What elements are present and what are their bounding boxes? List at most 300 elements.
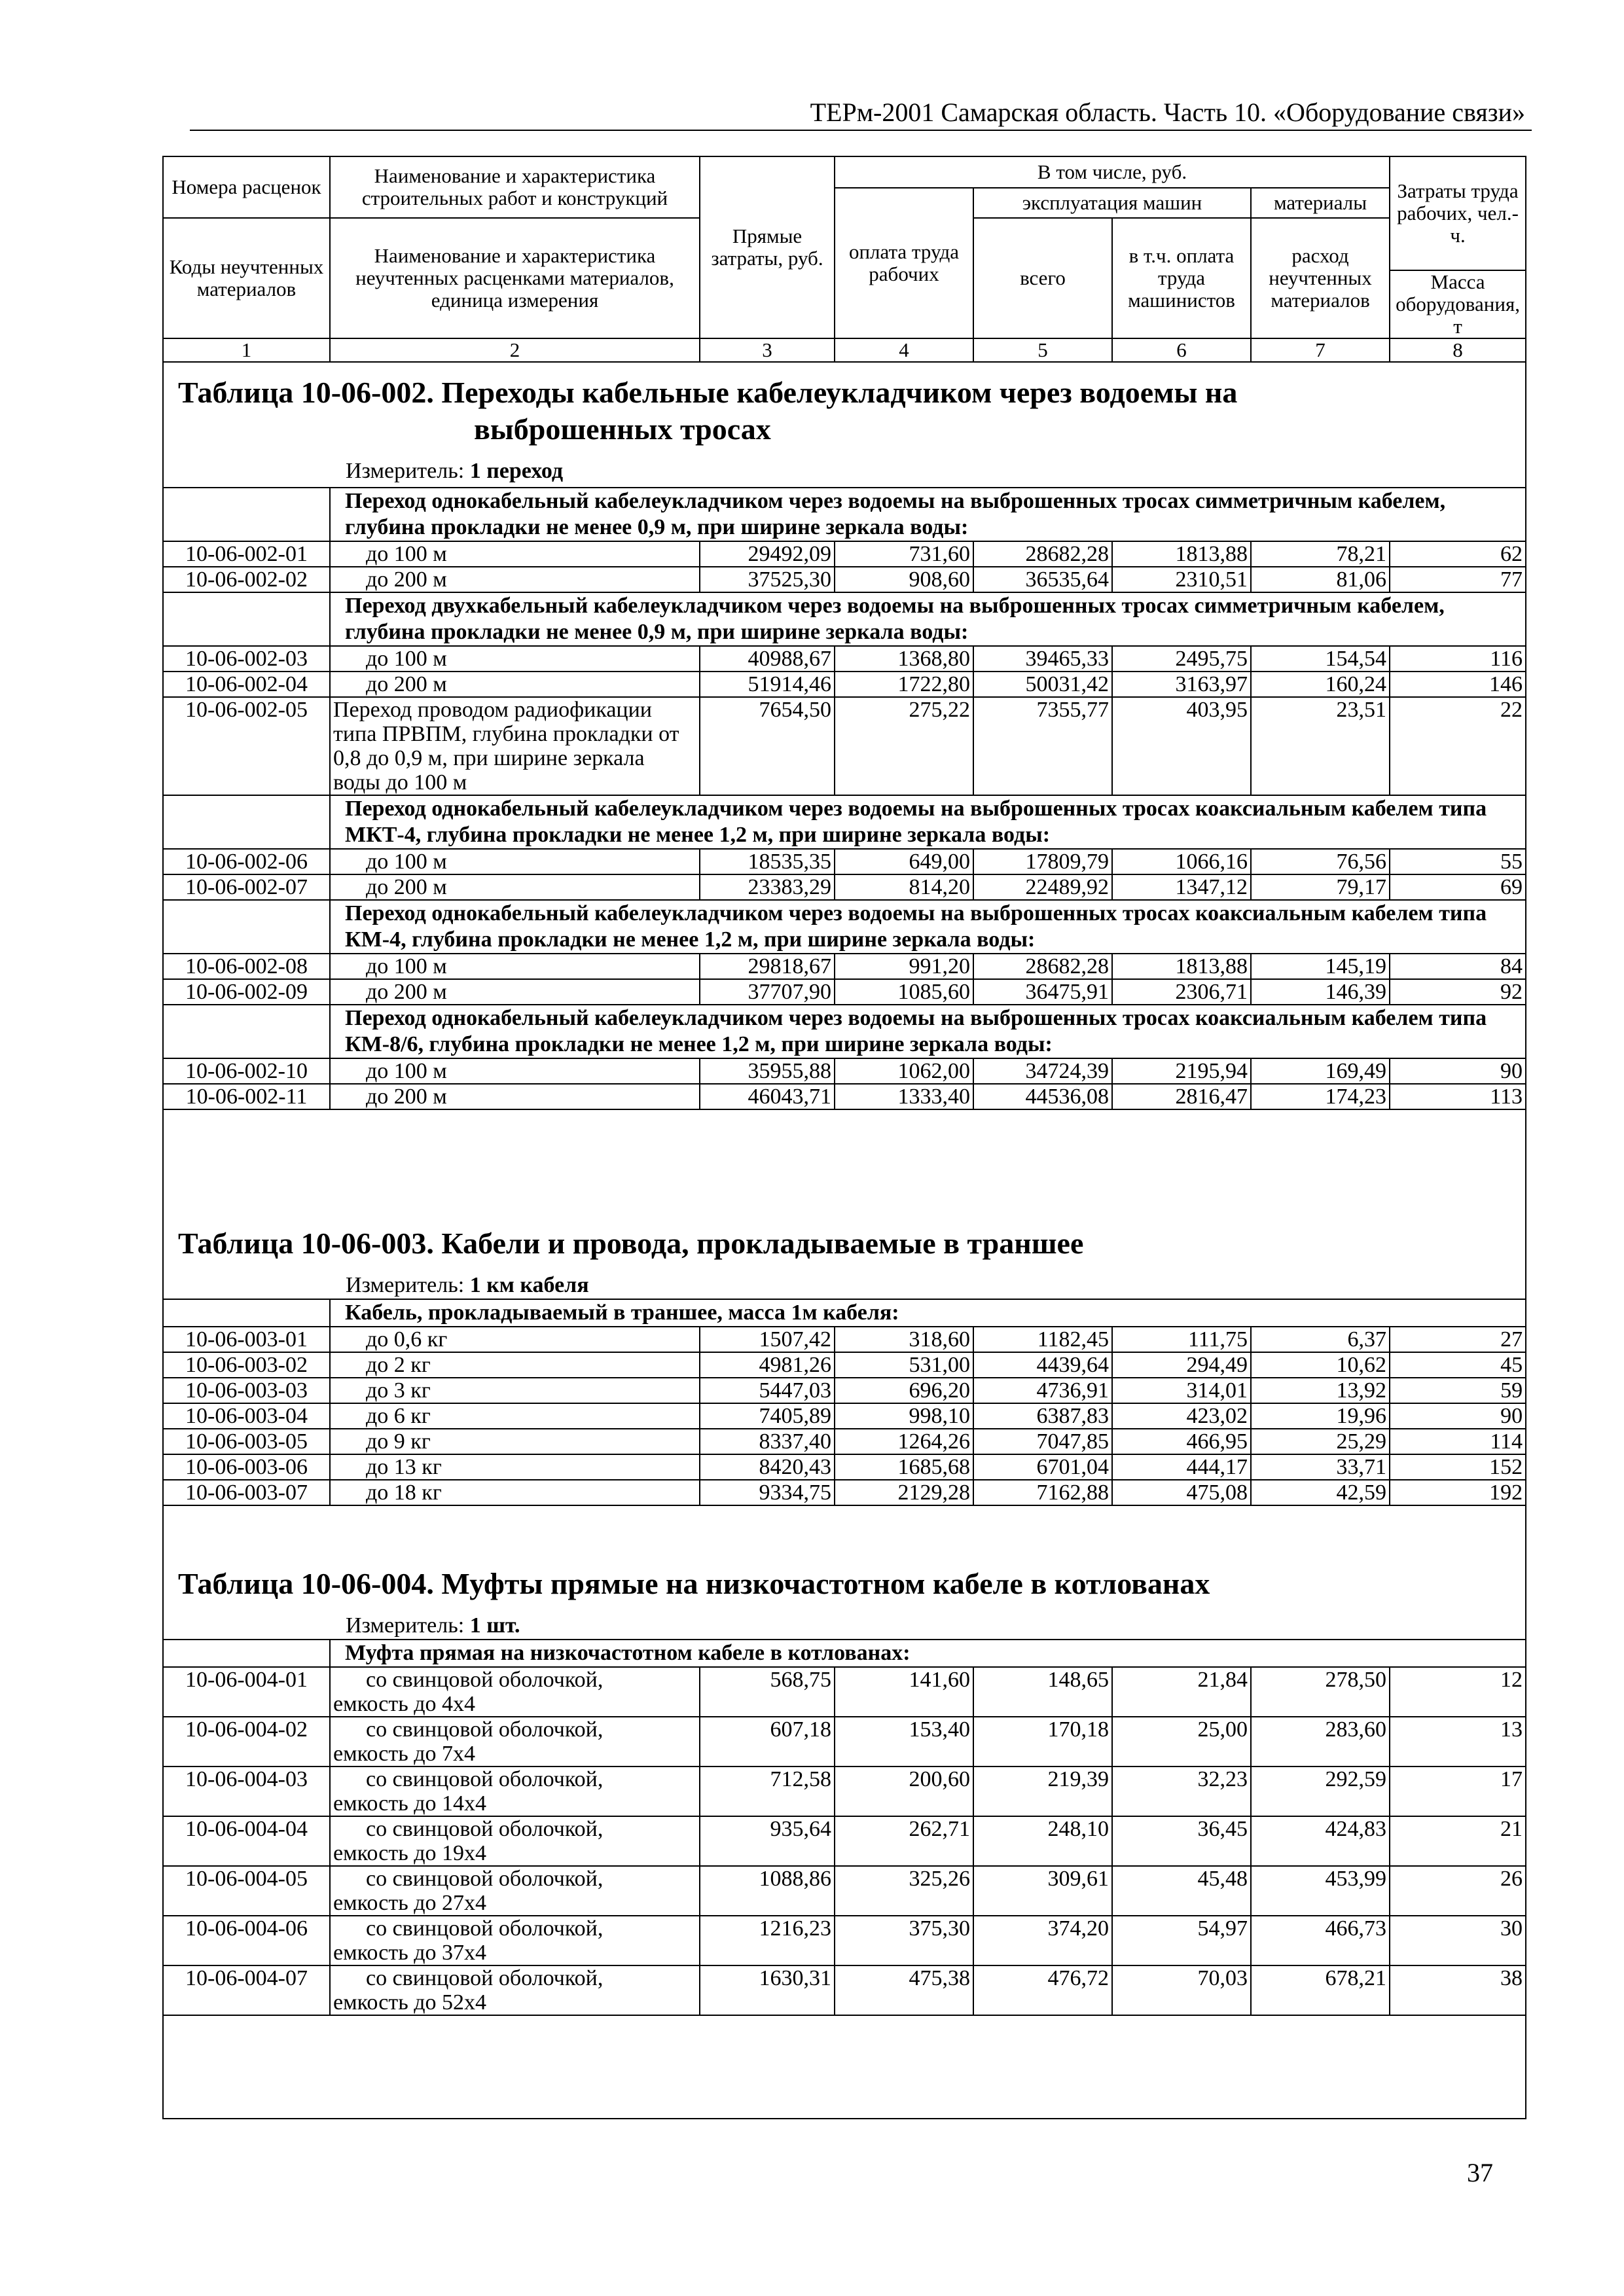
rate-value: 39465,33 — [973, 646, 1112, 672]
rate-code: 10-06-004-07 — [163, 1965, 330, 2015]
rate-value: 22489,92 — [973, 874, 1112, 900]
rate-value: 935,64 — [700, 1816, 835, 1866]
rate-value: 7355,77 — [973, 697, 1112, 795]
rate-code: 10-06-002-09 — [163, 979, 330, 1005]
meter-value: 1 шт. — [469, 1613, 520, 1638]
group-heading: Переход однокабельный кабелеукладчиком через водоемы на выброшенных тросах симметричным кабелем, глубина прокладки не менее 0,9 м, при ширине зеркала воды: — [330, 488, 1526, 541]
rate-code: 10-06-004-05 — [163, 1866, 330, 1916]
rate-value: 7654,50 — [700, 697, 835, 795]
rate-name-line: со свинцовой оболочкой, — [366, 1767, 604, 1791]
rate-value: 318,60 — [835, 1327, 973, 1352]
rate-value: 403,95 — [1112, 697, 1251, 795]
rate-value: 174,23 — [1251, 1084, 1390, 1109]
rate-value: 476,72 — [973, 1965, 1112, 2015]
group-heading: Переход однокабельный кабелеукладчиком через водоемы на выброшенных тросах коаксиальным кабелем типа МКТ-4, глубина прокладки не менее 1,2 м, при ширине зеркала воды: — [330, 795, 1526, 849]
header-including: В том числе, руб. — [835, 156, 1390, 188]
rate-name-line: емкость до 37х4 — [333, 1941, 486, 1965]
table-row — [163, 1378, 1526, 1403]
rate-value: 453,99 — [1251, 1866, 1390, 1916]
rate-code: 10-06-002-01 — [163, 541, 330, 567]
rate-value: 34724,39 — [973, 1058, 1112, 1084]
rate-value: 36,45 — [1112, 1816, 1251, 1866]
rate-code: 10-06-003-05 — [163, 1429, 330, 1454]
rate-value: 4736,91 — [973, 1378, 1112, 1403]
rate-value: 4439,64 — [973, 1352, 1112, 1378]
rate-name-text: до 3 кг — [366, 1378, 431, 1403]
rate-name-text: до 13 кг — [366, 1455, 442, 1479]
rate-value: 26 — [1390, 1866, 1526, 1916]
col-number: 3 — [700, 338, 835, 362]
table-row — [163, 1058, 1526, 1084]
rate-name — [330, 541, 700, 567]
rate-name — [330, 1454, 700, 1480]
rate-name-line: со свинцовой оболочкой, — [366, 1817, 604, 1841]
rate-value: 23383,29 — [700, 874, 835, 900]
rate-code: 10-06-004-01 — [163, 1667, 330, 1717]
rate-value: 62 — [1390, 541, 1526, 567]
rate-code: 10-06-002-11 — [163, 1084, 330, 1109]
table-row — [163, 1352, 1526, 1378]
col-number: 7 — [1251, 338, 1390, 362]
rate-value: 325,26 — [835, 1866, 973, 1916]
header-material-codes: Коды неучтенных материалов — [163, 218, 330, 338]
rate-value: 275,22 — [835, 697, 973, 795]
rate-value: 153,40 — [835, 1717, 973, 1767]
rate-value: 908,60 — [835, 567, 973, 592]
rate-value: 678,21 — [1251, 1965, 1390, 2015]
header-work-name: Наименование и характеристика строительных работ и конструкций — [330, 156, 700, 218]
rate-value: 991,20 — [835, 954, 973, 979]
rate-value: 113 — [1390, 1084, 1526, 1109]
rate-name-line: емкость до 7х4 — [333, 1742, 475, 1766]
rate-value: 283,60 — [1251, 1717, 1390, 1767]
rate-name — [330, 1429, 700, 1454]
rate-code: 10-06-002-03 — [163, 646, 330, 672]
rate-value: 1066,16 — [1112, 849, 1251, 874]
rate-name — [330, 1816, 700, 1866]
table-row — [163, 979, 1526, 1005]
rate-name-line: емкость до 4х4 — [333, 1692, 475, 1716]
table-row — [163, 1667, 1526, 1717]
rate-value: 22 — [1390, 697, 1526, 795]
rate-value: 160,24 — [1251, 672, 1390, 697]
rate-name-text: до 6 кг — [366, 1404, 431, 1428]
table-title-line: Таблица 10-06-002. Переходы кабельные кабелеукладчиком через водоемы на — [178, 376, 1238, 409]
table-row — [163, 1767, 1526, 1816]
rate-name-line: емкость до 19х4 — [333, 1841, 486, 1865]
rate-value: 78,21 — [1251, 541, 1390, 567]
table-row — [163, 1916, 1526, 1965]
rate-name-text: до 200 м — [366, 1085, 447, 1109]
rate-value: 90 — [1390, 1403, 1526, 1429]
group-heading-row — [163, 1640, 1526, 1667]
rate-name-text: до 100 м — [366, 850, 447, 874]
rate-value: 1685,68 — [835, 1454, 973, 1480]
rate-code: 10-06-002-05 — [163, 697, 330, 795]
table-row — [163, 1084, 1526, 1109]
table-title-10-06-002 — [178, 374, 1237, 448]
group-heading: Переход однокабельный кабелеукладчиком через водоемы на выброшенных тросах коаксиальным кабелем типа КМ-4, глубина прокладки не менее 1,2 м, при ширине зеркала воды: — [330, 900, 1526, 954]
rate-code: 10-06-002-06 — [163, 849, 330, 874]
rate-code: 10-06-003-03 — [163, 1378, 330, 1403]
rate-name-text: до 2 кг — [366, 1353, 431, 1377]
rate-name — [330, 1352, 700, 1378]
group-heading-row — [163, 1005, 1526, 1058]
table-title-10-06-003 — [178, 1225, 1083, 1262]
rate-value: 38 — [1390, 1965, 1526, 2015]
rate-value: 3163,97 — [1112, 672, 1251, 697]
rate-value: 9334,75 — [700, 1480, 835, 1505]
rate-value: 37707,90 — [700, 979, 835, 1005]
rate-value: 114 — [1390, 1429, 1526, 1454]
rate-value: 33,71 — [1251, 1454, 1390, 1480]
rate-name-line: со свинцовой оболочкой, — [366, 1916, 604, 1941]
rate-value: 1347,12 — [1112, 874, 1251, 900]
rate-value: 475,08 — [1112, 1480, 1251, 1505]
table-row — [163, 1816, 1526, 1866]
rate-name-text: до 100 м — [366, 647, 447, 671]
rates-table-10-06-004 — [162, 1639, 1526, 2016]
table-row — [163, 1965, 1526, 2015]
rate-value: 145,19 — [1251, 954, 1390, 979]
header-equipment-mass: Масса оборудования, т — [1390, 270, 1526, 338]
rate-value: 27 — [1390, 1327, 1526, 1352]
rate-value: 2310,51 — [1112, 567, 1251, 592]
group-heading-row — [163, 795, 1526, 849]
page-number: 37 — [1467, 2158, 1493, 2187]
header-labor-costs: Затраты труда рабочих, чел.-ч. — [1390, 156, 1526, 270]
group-heading: Переход однокабельный кабелеукладчиком через водоемы на выброшенных тросах коаксиальным кабелем типа КМ-8/6, глубина прокладки не менее 1,2 м, при ширине зеркала воды: — [330, 1005, 1526, 1058]
rate-name-text: до 100 м — [366, 1059, 447, 1083]
rate-name — [330, 874, 700, 900]
rate-value: 998,10 — [835, 1403, 973, 1429]
group-heading: Кабель, прокладываемый в траншее, масса 1м кабеля: — [330, 1299, 1526, 1327]
rate-value: 1813,88 — [1112, 541, 1251, 567]
rate-name — [330, 567, 700, 592]
rate-name-line: емкость до 27х4 — [333, 1891, 486, 1915]
header-machines: эксплуатация машин — [973, 188, 1251, 218]
rate-value: 32,23 — [1112, 1767, 1251, 1816]
rate-value: 200,60 — [835, 1767, 973, 1816]
rate-name — [330, 1084, 700, 1109]
rate-name — [330, 1403, 700, 1429]
rate-value: 90 — [1390, 1058, 1526, 1084]
rate-value: 6701,04 — [973, 1454, 1112, 1480]
rate-name — [330, 1327, 700, 1352]
rate-value: 46043,71 — [700, 1084, 835, 1109]
rate-code: 10-06-004-06 — [163, 1916, 330, 1965]
rate-value: 1507,42 — [700, 1327, 835, 1352]
rate-value: 45 — [1390, 1352, 1526, 1378]
group-heading-row — [163, 1299, 1526, 1327]
rate-value: 77 — [1390, 567, 1526, 592]
rate-value: 292,59 — [1251, 1767, 1390, 1816]
rate-value: 531,00 — [835, 1352, 973, 1378]
table-row — [163, 541, 1526, 567]
rate-code: 10-06-003-02 — [163, 1352, 330, 1378]
rate-value: 466,95 — [1112, 1429, 1251, 1454]
rate-value: 36475,91 — [973, 979, 1112, 1005]
rate-code: 10-06-003-01 — [163, 1327, 330, 1352]
rate-value: 7047,85 — [973, 1429, 1112, 1454]
rate-name — [330, 1480, 700, 1505]
rate-value: 152 — [1390, 1454, 1526, 1480]
group-heading-spacer — [163, 1299, 330, 1327]
table-row — [163, 672, 1526, 697]
rate-code: 10-06-003-04 — [163, 1403, 330, 1429]
rate-code: 10-06-002-07 — [163, 874, 330, 900]
col-number: 8 — [1390, 338, 1526, 362]
rate-name-text: до 9 кг — [366, 1429, 431, 1454]
rate-name-text: до 200 м — [366, 875, 447, 899]
rate-value: 607,18 — [700, 1717, 835, 1767]
rate-code: 10-06-002-08 — [163, 954, 330, 979]
rate-value: 314,01 — [1112, 1378, 1251, 1403]
rate-value: 6387,83 — [973, 1403, 1112, 1429]
rate-value: 12 — [1390, 1667, 1526, 1717]
rate-value: 25,00 — [1112, 1717, 1251, 1767]
rate-value: 29492,09 — [700, 541, 835, 567]
header-rule — [190, 130, 1532, 131]
rate-value: 54,97 — [1112, 1916, 1251, 1965]
rate-code: 10-06-002-04 — [163, 672, 330, 697]
rate-value: 192 — [1390, 1480, 1526, 1505]
rate-name — [330, 1767, 700, 1816]
rate-code: 10-06-003-06 — [163, 1454, 330, 1480]
header-direct-costs: Прямые затраты, руб. — [700, 156, 835, 338]
rate-name — [330, 1866, 700, 1916]
rate-value: 141,60 — [835, 1667, 973, 1717]
table-row — [163, 1327, 1526, 1352]
rate-value: 146,39 — [1251, 979, 1390, 1005]
rate-name-text: до 200 м — [366, 980, 447, 1004]
group-heading-row — [163, 592, 1526, 646]
rate-name — [330, 1058, 700, 1084]
rates-table-10-06-003 — [162, 1299, 1526, 1506]
rate-value: 81,06 — [1251, 567, 1390, 592]
rate-code: 10-06-004-02 — [163, 1717, 330, 1767]
table-row — [163, 567, 1526, 592]
rate-value: 42,59 — [1251, 1480, 1390, 1505]
rate-name — [330, 697, 700, 795]
rate-value: 44536,08 — [973, 1084, 1112, 1109]
rate-value: 25,29 — [1251, 1429, 1390, 1454]
rates-table-10-06-002 — [162, 487, 1526, 1110]
rate-value: 294,49 — [1112, 1352, 1251, 1378]
table-row — [163, 849, 1526, 874]
rate-value: 1264,26 — [835, 1429, 973, 1454]
header-material-name: Наименование и характеристика неучтенных расценками материалов, единица измерения — [330, 218, 700, 338]
col-number: 2 — [330, 338, 700, 362]
rate-name-text: до 200 м — [366, 672, 447, 696]
rate-value: 5447,03 — [700, 1378, 835, 1403]
header-unaccounted-materials: расход неучтенных материалов — [1251, 218, 1390, 338]
rate-value: 2306,71 — [1112, 979, 1251, 1005]
table-title-line: Таблица 10-06-004. Муфты прямые на низкочастотном кабеле в котлованах — [178, 1567, 1210, 1600]
table-row — [163, 1717, 1526, 1767]
rate-value: 1182,45 — [973, 1327, 1112, 1352]
rate-value: 13,92 — [1251, 1378, 1390, 1403]
rate-value: 696,20 — [835, 1378, 973, 1403]
group-heading-spacer — [163, 1640, 330, 1667]
rate-value: 1062,00 — [835, 1058, 973, 1084]
rate-value: 40988,67 — [700, 646, 835, 672]
rate-value: 2816,47 — [1112, 1084, 1251, 1109]
col-number: 4 — [835, 338, 973, 362]
rate-value: 35955,88 — [700, 1058, 835, 1084]
rate-value: 814,20 — [835, 874, 973, 900]
table-row — [163, 646, 1526, 672]
rate-name — [330, 849, 700, 874]
rate-value: 424,83 — [1251, 1816, 1390, 1866]
rate-value: 116 — [1390, 646, 1526, 672]
rate-name — [330, 1667, 700, 1717]
meter-value: 1 км кабеля — [469, 1273, 589, 1297]
rate-name — [330, 646, 700, 672]
rate-value: 423,02 — [1112, 1403, 1251, 1429]
rate-value: 1085,60 — [835, 979, 973, 1005]
rate-value: 146 — [1390, 672, 1526, 697]
rate-value: 1216,23 — [700, 1916, 835, 1965]
rate-value: 7405,89 — [700, 1403, 835, 1429]
table-row — [163, 1403, 1526, 1429]
rate-value: 248,10 — [973, 1816, 1112, 1866]
rate-name — [330, 672, 700, 697]
rate-value: 84 — [1390, 954, 1526, 979]
rate-value: 70,03 — [1112, 1965, 1251, 2015]
header-worker-pay: оплата труда рабочих — [835, 188, 973, 338]
running-title: ТЕРм-2001 Самарская область. Часть 10. «Оборудование связи» — [810, 98, 1525, 127]
rate-value: 51914,46 — [700, 672, 835, 697]
rate-value: 59 — [1390, 1378, 1526, 1403]
table-row — [163, 1866, 1526, 1916]
rate-value: 17 — [1390, 1767, 1526, 1816]
rate-value: 712,58 — [700, 1767, 835, 1816]
rate-value: 1368,80 — [835, 646, 973, 672]
rate-value: 2129,28 — [835, 1480, 973, 1505]
rate-value: 568,75 — [700, 1667, 835, 1717]
rate-value: 55 — [1390, 849, 1526, 874]
rate-name-line: со свинцовой оболочкой, — [366, 1966, 604, 1990]
col-number: 5 — [973, 338, 1112, 362]
rate-value: 170,18 — [973, 1717, 1112, 1767]
table-title-line: Таблица 10-06-003. Кабели и провода, прокладываемые в траншее — [178, 1227, 1084, 1260]
rate-name — [330, 1965, 700, 2015]
table-row — [163, 697, 1526, 795]
rate-value: 50031,42 — [973, 672, 1112, 697]
rate-value: 2495,75 — [1112, 646, 1251, 672]
table-row — [163, 1429, 1526, 1454]
rate-name-text: до 100 м — [366, 954, 447, 978]
rate-name-line: емкость до 52х4 — [333, 1990, 486, 2015]
group-heading: Переход двухкабельный кабелеукладчиком через водоемы на выброшенных тросах симметричным кабелем, глубина прокладки не менее 0,9 м, при ширине зеркала воды: — [330, 592, 1526, 646]
rate-name-text: Переход проводом радиофикации типа ПРВПМ, глубина прокладки от 0,8 до 0,9 м, при ширине зеркала воды до 100 м — [333, 698, 679, 795]
rate-name-text: до 18 кг — [366, 1480, 442, 1505]
rate-code: 10-06-004-03 — [163, 1767, 330, 1816]
rate-value: 28682,28 — [973, 954, 1112, 979]
meter-value: 1 переход — [469, 459, 564, 483]
rate-value: 111,75 — [1112, 1327, 1251, 1352]
rate-value: 1722,80 — [835, 672, 973, 697]
group-heading-spacer — [163, 900, 330, 954]
rate-value: 262,71 — [835, 1816, 973, 1866]
rate-value: 278,50 — [1251, 1667, 1390, 1717]
rate-name-line: емкость до 14х4 — [333, 1791, 486, 1816]
group-heading-spacer — [163, 592, 330, 646]
rate-value: 30 — [1390, 1916, 1526, 1965]
rate-code: 10-06-003-07 — [163, 1480, 330, 1505]
column-header-table — [162, 156, 1526, 363]
rate-value: 375,30 — [835, 1916, 973, 1965]
rate-value: 10,62 — [1251, 1352, 1390, 1378]
rate-value: 8337,40 — [700, 1429, 835, 1454]
rate-value: 649,00 — [835, 849, 973, 874]
rate-name-text: до 200 м — [366, 567, 447, 592]
rate-value: 4981,26 — [700, 1352, 835, 1378]
rate-value: 21 — [1390, 1816, 1526, 1866]
group-heading-row — [163, 488, 1526, 541]
table-row — [163, 1454, 1526, 1480]
rate-value: 19,96 — [1251, 1403, 1390, 1429]
rate-name-line: со свинцовой оболочкой, — [366, 1668, 604, 1692]
table-row — [163, 954, 1526, 979]
rate-value: 45,48 — [1112, 1866, 1251, 1916]
rate-name-text: до 100 м — [366, 542, 447, 566]
rate-code: 10-06-004-04 — [163, 1816, 330, 1866]
meter-10-06-002 — [346, 458, 563, 484]
rate-value: 1333,40 — [835, 1084, 973, 1109]
rate-value: 731,60 — [835, 541, 973, 567]
group-heading-spacer — [163, 1005, 330, 1058]
rate-code: 10-06-002-02 — [163, 567, 330, 592]
meter-label: Измеритель: — [346, 1613, 465, 1638]
rate-name-text: до 0,6 кг — [366, 1327, 448, 1352]
header-machines-total: всего — [973, 218, 1112, 338]
rate-value: 92 — [1390, 979, 1526, 1005]
rate-value: 309,61 — [973, 1866, 1112, 1916]
table-title-line: выброшенных тросах — [474, 412, 771, 446]
rate-value: 6,37 — [1251, 1327, 1390, 1352]
header-materials: материалы — [1251, 188, 1390, 218]
group-heading: Муфта прямая на низкочастотном кабеле в котлованах: — [330, 1640, 1526, 1667]
rate-name — [330, 1717, 700, 1767]
rate-name-line: со свинцовой оболочкой, — [366, 1717, 604, 1742]
rate-value: 148,65 — [973, 1667, 1112, 1717]
table-row — [163, 1480, 1526, 1505]
meter-label: Измеритель: — [346, 1273, 465, 1297]
rate-value: 475,38 — [835, 1965, 973, 2015]
meter-label: Измеритель: — [346, 459, 465, 483]
group-heading-spacer — [163, 488, 330, 541]
rate-value: 18535,35 — [700, 849, 835, 874]
rate-value: 69 — [1390, 874, 1526, 900]
rate-value: 374,20 — [973, 1916, 1112, 1965]
rate-value: 76,56 — [1251, 849, 1390, 874]
meter-10-06-004 — [346, 1613, 520, 1639]
rate-value: 1630,31 — [700, 1965, 835, 2015]
rate-value: 29818,67 — [700, 954, 835, 979]
rate-value: 2195,94 — [1112, 1058, 1251, 1084]
group-heading-row — [163, 900, 1526, 954]
group-heading-spacer — [163, 795, 330, 849]
table-row — [163, 874, 1526, 900]
col-number: 1 — [163, 338, 330, 362]
rate-value: 36535,64 — [973, 567, 1112, 592]
rate-name-line: со свинцовой оболочкой, — [366, 1867, 604, 1891]
rate-value: 219,39 — [973, 1767, 1112, 1816]
rate-code: 10-06-002-10 — [163, 1058, 330, 1084]
rate-name — [330, 1378, 700, 1403]
